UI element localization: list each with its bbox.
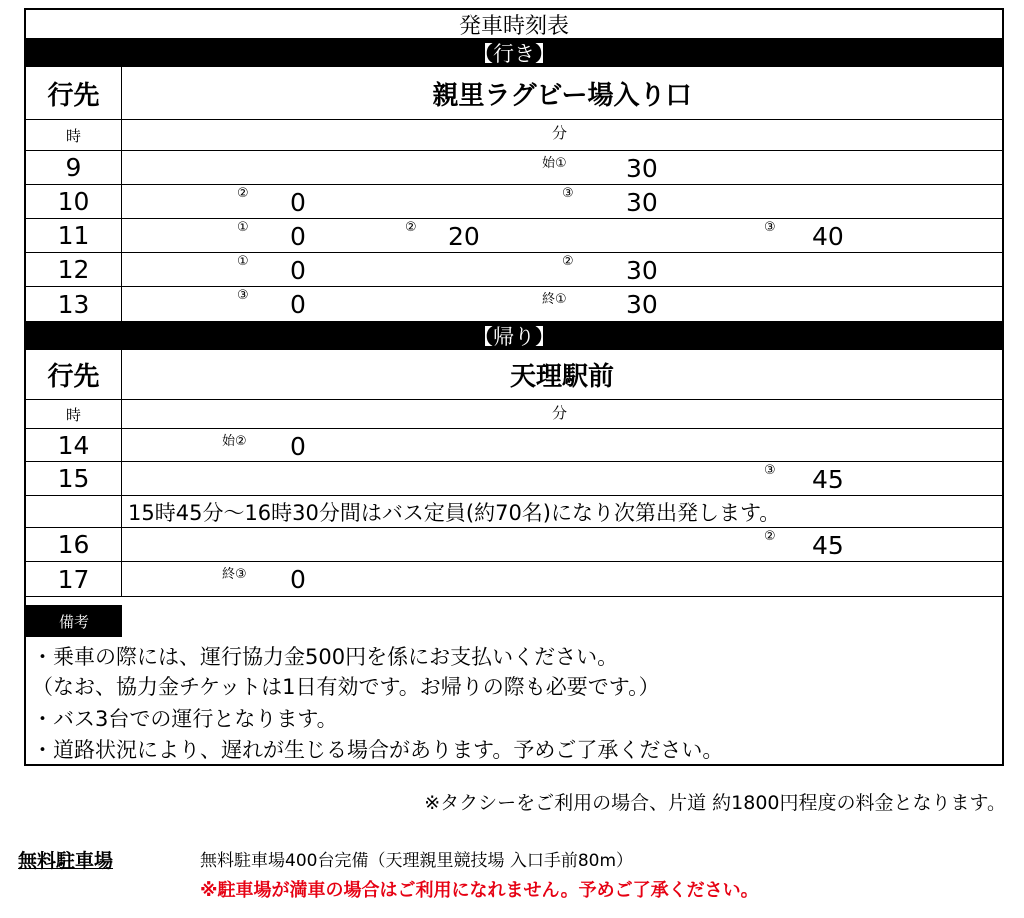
minute-cell [122,287,1002,321]
minute-cell [122,185,1002,218]
return-section-bar [26,322,1002,350]
hour-cell [26,219,122,252]
remarks-label: 備考 [26,605,122,637]
minute-label: 分 [552,124,568,142]
bus-number-mark: ③ [237,288,249,303]
hour-cell [26,429,122,461]
return-unit-row [26,400,1002,429]
bus-number-mark: 始① [542,156,567,171]
hour-value: 10 [57,187,90,216]
departure-minute: 0 [290,256,306,285]
outbound-destination: 親里ラグビー場入り口 [432,80,692,111]
bus-number-mark: 終① [542,292,567,307]
return-hour-row [26,429,1002,462]
departure-minute: 0 [290,432,306,461]
hour-value: 11 [57,221,90,250]
minute-cell [122,462,1002,495]
dest-label-cell [26,350,122,399]
bus-number-mark: 始② [222,434,247,449]
hour-value: 16 [57,530,90,559]
minute-cell [122,151,1002,184]
departure-minute: 20 [448,222,480,251]
dest-label-cell [26,67,122,119]
departure-minute: 30 [626,256,658,285]
departure-minute: 30 [626,188,658,217]
timetable-title-row [26,10,1002,39]
hour-cell [26,496,122,527]
bus-number-mark: ③ [764,463,776,478]
bus-number-mark: ② [764,529,776,544]
outbound-hour-row [26,253,1002,287]
hour-label: 時 [65,126,81,145]
parking-warning: ※駐車場が満車の場合はご利用になれません。予めご了承ください。 [200,880,759,901]
bus-number-mark: ② [562,254,574,269]
dest-label: 行先 [47,80,100,111]
bus-number-mark: ② [237,186,249,201]
remark-line: （なお、協力金チケットは1日有効です。お帰りの際も必要です。） [32,675,660,699]
parking-label: 無料駐車場 [18,850,114,872]
dest-value-cell [122,350,1002,399]
minute-cell [122,562,1002,596]
outbound-hour-row [26,185,1002,219]
bus-number-mark: ① [237,254,249,269]
bus-number-mark: ③ [764,220,776,235]
bus-number-mark: 終③ [222,567,247,582]
hour-cell [26,462,122,495]
return-hour-row [26,528,1002,562]
hour-label-cell [26,400,122,428]
departure-minute: 30 [626,154,658,183]
minute-label-cell [122,120,1002,150]
outbound-hour-row [26,287,1002,322]
taxi-note: ※タクシーをご利用の場合、片道 約1800円程度の料金となります。 [424,792,1006,814]
remark-line: ・バス3台での運行となります。 [32,707,338,731]
return-hour-row [26,562,1002,597]
departure-minute: 40 [812,222,844,251]
hour-cell [26,151,122,184]
outbound-section-bar [26,39,1002,67]
hour-cell [26,562,122,596]
hour-value: 15 [57,464,90,493]
bus-number-mark: ③ [562,186,574,201]
bus-number-mark: ② [405,220,417,235]
outbound-unit-row [26,120,1002,151]
departure-minute: 45 [812,465,844,494]
return-destination: 天理駅前 [509,362,614,392]
minute-cell [122,253,1002,286]
hour-value: 14 [57,430,90,460]
timetable-title: 発車時刻表 [458,13,569,39]
departure-minute: 0 [290,290,306,319]
dest-label: 行先 [47,362,100,392]
hour-value: 9 [65,153,82,182]
hour-label-cell [26,120,122,150]
hour-label: 時 [65,405,81,424]
return-destination-row [26,350,1002,400]
hour-value: 17 [57,564,90,594]
departure-minute: 0 [290,565,306,594]
dest-value-cell [122,67,1002,119]
hour-cell [26,528,122,561]
return-note-row [26,496,1002,528]
departure-note: 15時45分～16時30分間はバス定員(約70名)になり次第出発します。 [128,500,781,525]
return-hour-row [26,462,1002,496]
departure-minute: 0 [290,188,306,217]
outbound-destination-row [26,67,1002,120]
minute-cell [122,429,1002,461]
minute-cell [122,528,1002,561]
minute-label-cell [122,400,1002,428]
hour-value: 12 [57,255,90,284]
parking-info: 無料駐車場400台完備（天理親里競技場 入口手前80m） [200,851,634,871]
minute-cell [122,219,1002,252]
timetable [24,8,1004,766]
hour-value: 13 [57,289,90,319]
bus-number-mark: ① [237,220,249,235]
remark-line: ・乗車の際には、運行協力金500円を係にお支払いください。 [32,645,619,669]
minute-label: 分 [552,404,568,422]
hour-cell [26,287,122,321]
departure-minute: 30 [626,290,658,319]
departure-minute: 45 [812,531,844,560]
departure-minute: 0 [290,222,306,251]
return-section-label: 【帰り】 [472,324,556,349]
hour-cell [26,253,122,286]
outbound-hour-row [26,151,1002,185]
hour-cell [26,185,122,218]
outbound-section-label: 【行き】 [472,41,556,66]
outbound-hour-row [26,219,1002,253]
remark-line: ・道路状況により、遅れが生じる場合があります。予めご了承ください。 [32,738,724,762]
